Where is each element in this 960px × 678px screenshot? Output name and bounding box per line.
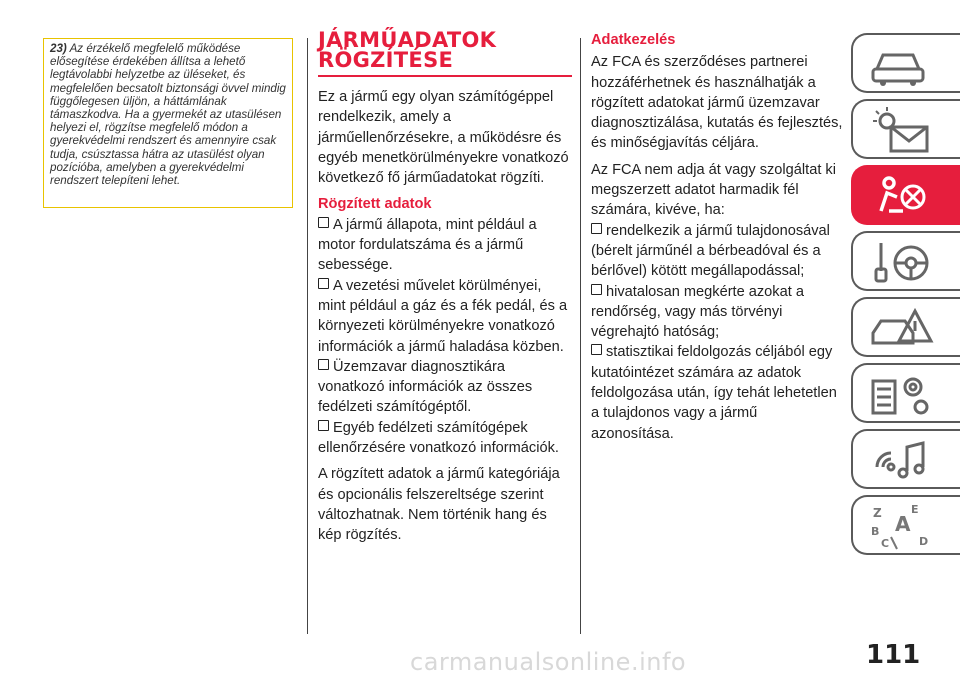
chapter-tabs: [851, 33, 960, 561]
list-item-text: A jármű állapota, mint például a motor fordulatszáma és a jármű sebessége.: [318, 216, 537, 274]
key-steering-wheel-icon: [867, 237, 937, 287]
data-handling-heading: Adatkezelés: [591, 32, 676, 48]
lights-message-icon: [867, 105, 937, 155]
column-data-handling: [591, 30, 843, 444]
tab-starting[interactable]: [851, 231, 960, 291]
data-handling-paragraph-1: Az FCA és szerződéses partnerei hozzáférhetnek és használhatják a rögzített adatokat jármű üzemzavar diagnosztizálása, kutatás és fejlesztés, és minőségjavítás céljára.: [591, 54, 843, 152]
airbag-seat-icon: [867, 171, 937, 221]
page-number: 111: [866, 640, 921, 670]
list-item: [591, 342, 843, 443]
note-text: Az érzékelő megfelelő működése elősegítése érdekében állítsa a lehető legtávolabbi helyzetbe az üléseket, és megfelelően becsatolt biztonsági övvel mindig függőlegesen üljön, a háttámlának támaszkodva. Ha a gyermekét az utasülésen helyezi el, rögzítse megfelelő módon a gyerekvédelmi rendszert és amennyire csak tudja, csúsztassa hátra az utasülést olyan pozícióba, amelyben a gyerekvédelmi rendszert telepíteni lehet.: [50, 42, 286, 188]
tab-maintenance[interactable]: [851, 363, 960, 423]
bullet-square-icon: [318, 278, 329, 289]
list-item-text: Üzemzavar diagnosztikára vonatkozó információk az összes fedélzeti számítógéptől.: [318, 358, 533, 416]
list-item: [591, 282, 843, 343]
svg-text:B: B: [871, 525, 880, 538]
svg-text:E: E: [911, 503, 919, 516]
list-item-text: statisztikai feldolgozás céljából egy kutatóintézet számára az adatok feldolgozása után, így tehát lehetetlen a tulajdonos vagy a jármű azonosítása.: [591, 344, 837, 442]
column-vehicle-data: [318, 30, 572, 552]
maintenance-gears-icon: [867, 369, 937, 419]
bullet-square-icon: [318, 420, 329, 431]
list-item-text: rendelkezik a jármű tulajdonosával (bérelt járműnél a bérbeadóval és a bérlővel) kötött megállapodással;: [591, 222, 830, 280]
tab-multimedia[interactable]: [851, 429, 960, 489]
bullet-square-icon: [591, 344, 602, 355]
section-title: [318, 30, 572, 77]
list-item: [318, 276, 572, 357]
tab-safety[interactable]: [851, 165, 960, 225]
list-item: [591, 221, 843, 282]
recorded-note-paragraph: A rögzített adatok a jármű kategóriája és opcionális felszereltsége szerint változhatnak. Nem történik hang és kép rögzítés.: [318, 466, 560, 544]
car-dashboard-icon: [867, 39, 937, 89]
note-number: 23): [50, 42, 67, 55]
section-title-line1: JÁRMŰADATOK: [318, 28, 497, 52]
data-handling-paragraph-2: Az FCA nem adja át vagy szolgáltat ki megszerzett adatot harmadik fél számára, kivéve, ha:: [591, 161, 836, 219]
list-item-text: Egyéb fedélzeti számítógépek ellenőrzésére vonatkozó információk.: [318, 419, 559, 457]
intro-paragraph: Ez a jármű egy olyan számítógéppel rendelkezik, amely a járműellenőrzésekre, a működésre és egyéb menetkörülményekre vonatkozó következő fő járműadatokat rögzíti.: [318, 89, 569, 187]
list-item: [318, 357, 572, 418]
tab-emergency[interactable]: [851, 297, 960, 357]
list-item: [318, 215, 572, 276]
svg-text:C: C: [881, 537, 890, 550]
svg-text:Z: Z: [873, 506, 882, 520]
column-divider-1: [307, 38, 308, 634]
bullet-square-icon: [318, 359, 329, 370]
tab-index[interactable]: [851, 495, 960, 555]
tab-dashboard[interactable]: [851, 33, 960, 93]
bullet-square-icon: [318, 217, 329, 228]
column-divider-2: [580, 38, 581, 634]
bullet-square-icon: [591, 223, 602, 234]
index-letters-icon: [867, 501, 937, 551]
svg-text:A: A: [895, 512, 911, 536]
multimedia-icon: [867, 435, 937, 485]
bullet-square-icon: [591, 284, 602, 295]
list-item-text: A vezetési művelet körülményei, mint például a gáz és a fék pedál, és a környezeti körülményekre vonatkozó információk a jármű haladása közben.: [318, 277, 568, 355]
svg-text:D: D: [919, 535, 929, 548]
tab-lights[interactable]: [851, 99, 960, 159]
recorded-data-heading: Rögzített adatok: [318, 196, 432, 213]
list-item-text: hivatalosan megkérte azokat a rendőrség, vagy más törvényi végrehajtó hatóság;: [591, 283, 804, 341]
section-title-line2: RÖGZÍTÉSE: [318, 48, 454, 72]
list-item: [318, 418, 572, 459]
warning-crash-icon: [867, 303, 937, 353]
watermark: carmanualsonline.info: [410, 648, 687, 676]
warning-note-box: [43, 38, 293, 208]
